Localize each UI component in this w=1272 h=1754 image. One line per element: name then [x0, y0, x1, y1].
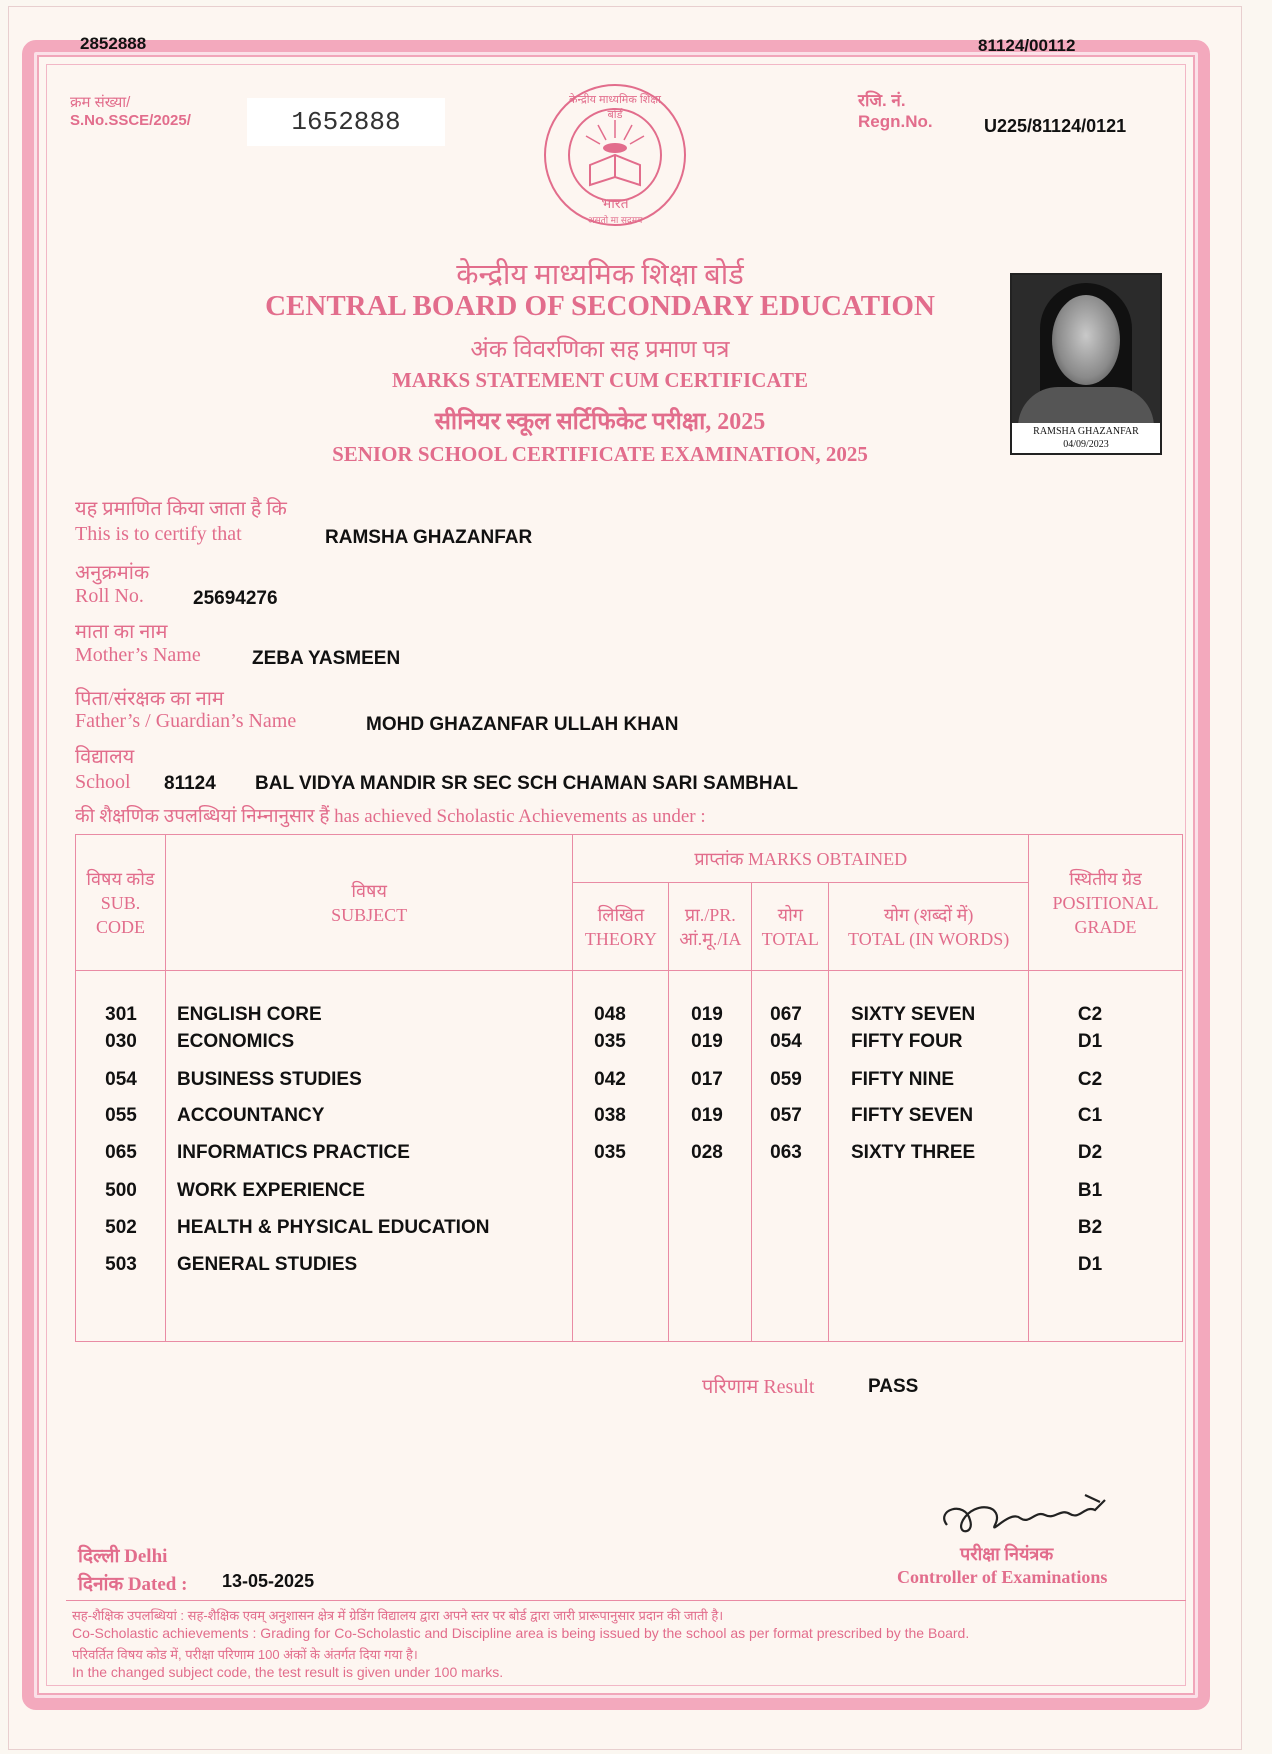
roll-label-hi: अनुक्रमांक [75, 562, 150, 584]
cell-total: 059 [770, 1069, 802, 1090]
emblem-ring-text: केन्द्रीय माध्यमिक शिक्षा बोर्ड [569, 94, 661, 121]
document-title-hindi: अंक विवरणिका सह प्रमाण पत्र [470, 337, 730, 363]
header-practical: प्रा./PR. आं.मू./IA [669, 883, 752, 971]
dated-label-hi: दिनांक [78, 1574, 124, 1595]
certify-label-hi: यह प्रमाणित किया जाता है कि [75, 498, 287, 520]
header-subject: विषय SUBJECT [165, 835, 572, 971]
document-title-english: MARKS STATEMENT CUM CERTIFICATE [391, 368, 808, 392]
top-right-number: 81124/00112 [978, 36, 1076, 55]
cell-code: 500 [105, 1180, 137, 1201]
cell-pr: 017 [691, 1069, 723, 1090]
cell-code: 301 [105, 1004, 137, 1025]
cell-grade: D1 [1077, 1254, 1103, 1275]
header-theory: लिखित THEORY [573, 883, 669, 971]
cell-grade: C2 [1077, 1069, 1103, 1090]
cell-grade: C1 [1077, 1105, 1103, 1126]
result-value: PASS [868, 1376, 919, 1397]
board-name-english: CENTRAL BOARD OF SECONDARY EDUCATION [265, 290, 935, 322]
footer-divider [66, 1600, 1186, 1601]
cell-grade: B2 [1077, 1217, 1103, 1238]
student-photo [1010, 273, 1162, 455]
controller-title-en: Controller of Examinations [897, 1567, 1108, 1587]
certify-label-en: This is to certify that [75, 523, 242, 545]
cell-pr: 019 [691, 1105, 723, 1126]
achieved-statement-hi: की शैक्षणिक उपलब्धियां निम्नानुसार हैं [75, 806, 330, 827]
top-left-number: 2852888 [80, 34, 147, 53]
achieved-statement-en: has achieved Scholastic Achievements as under : [334, 806, 706, 827]
cell-code: 503 [105, 1254, 137, 1275]
student-name: RAMSHA GHAZANFAR [325, 527, 533, 548]
regn-label-hi: रजि. नं. [858, 91, 906, 110]
dated-label [78, 1570, 187, 1596]
cell-total: 057 [770, 1105, 802, 1126]
cell-theory: 035 [594, 1142, 626, 1163]
controller-signature [935, 1480, 1135, 1550]
exam-title-english: SENIOR SCHOOL CERTIFICATE EXAMINATION, 2025 [332, 442, 868, 466]
cell-grade: D2 [1077, 1142, 1103, 1163]
cell-name: HEALTH & PHYSICAL EDUCATION [177, 1217, 490, 1238]
serial-label-hi: क्रम संख्या/ [70, 94, 131, 111]
cell-pr: 019 [691, 1031, 723, 1052]
header-sub-code: विषय कोड SUB. CODE [76, 835, 166, 971]
header-total-words: योग (शब्दों में) TOTAL (IN WORDS) [829, 883, 1029, 971]
result-label-hi: परिणाम [702, 1376, 759, 1398]
cell-total: 067 [770, 1004, 802, 1025]
mother-label-en: Mother’s Name [75, 644, 201, 666]
cell-name: WORK EXPERIENCE [177, 1180, 365, 1201]
father-label-hi: पिता/संरक्षक का नाम [75, 688, 224, 710]
cell-pr: 028 [691, 1142, 723, 1163]
cell-words: FIFTY NINE [851, 1069, 955, 1090]
place-en: Delhi [124, 1546, 168, 1567]
emblem-bottom-text: भारत [601, 195, 629, 211]
cell-pr: 019 [691, 1004, 723, 1025]
cell-grade: C2 [1077, 1004, 1103, 1025]
school-label-en: School [75, 771, 131, 793]
cell-total: 063 [770, 1142, 802, 1163]
cell-words: SIXTY SEVEN [851, 1004, 976, 1025]
note1-hi: सह-शैक्षिक उपलब्धियां : सह-शैक्षिक एवम् अनुशासन क्षेत्र में ग्रेडिंग विद्यालय द्वारा अपने स्तर पर बोर्ड द्वारा जारी प्रारूपानुसार प्रदान की जाती है। [72, 1608, 724, 1623]
roll-number: 25694276 [193, 588, 278, 609]
place-hi: दिल्ली [78, 1546, 120, 1567]
note1-en: Co-Scholastic achievements : Grading for Co-Scholastic and Discipline area is being issued by the school as per format prescribed by the Board. [72, 1625, 970, 1641]
controller-title-hi: परीक्षा नियंत्रक [960, 1544, 1054, 1564]
school-label-hi: विद्यालय [75, 746, 135, 768]
photo-caption-name: RAMSHA GHAZANFAR [1033, 426, 1139, 437]
school-name: BAL VIDYA MANDIR SR SEC SCH CHAMAN SARI SAMBHAL [255, 773, 798, 794]
cell-code: 030 [105, 1031, 137, 1052]
cell-theory: 048 [594, 1004, 626, 1025]
cell-theory: 035 [594, 1031, 626, 1052]
school-code: 81124 [164, 773, 216, 794]
cell-words: FIFTY FOUR [851, 1031, 963, 1052]
cell-words: SIXTY THREE [851, 1142, 976, 1163]
regn-number: U225/81124/0121 [984, 116, 1127, 136]
board-name-hindi: केन्द्रीय माध्यमिक शिक्षा बोर्ड [456, 259, 744, 291]
cell-total: 054 [770, 1031, 802, 1052]
cell-name: ENGLISH CORE [177, 1004, 322, 1025]
serial-label-en: S.No.SSCE/2025/ [70, 112, 191, 129]
father-label-en: Father’s / Guardian’s Name [75, 710, 297, 732]
emblem-motto: असतो मा सद्गमय [587, 215, 643, 225]
header-positional-grade: स्थितीय ग्रेड POSITIONAL GRADE [1029, 835, 1183, 971]
serial-number: 1652888 [247, 98, 445, 146]
cell-name: ECONOMICS [177, 1031, 295, 1052]
cell-code: 065 [105, 1142, 137, 1163]
cell-name: GENERAL STUDIES [177, 1254, 358, 1275]
achieved-statement [75, 802, 706, 828]
roll-label-en: Roll No. [75, 585, 144, 607]
cell-code: 054 [105, 1069, 137, 1090]
regn-label-en: Regn.No. [858, 112, 933, 131]
place [78, 1542, 167, 1568]
note2-hi: परिवर्तित विषय कोड में, परीक्षा परिणाम 100 अंकों के अंतर्गत दिया गया है। [72, 1647, 418, 1662]
issue-date: 13-05-2025 [222, 1571, 315, 1591]
header-total: योग TOTAL [752, 883, 829, 971]
mother-label-hi: माता का नाम [75, 621, 168, 643]
cell-words: FIFTY SEVEN [851, 1105, 974, 1126]
dated-label-en: Dated : [127, 1574, 188, 1595]
cell-theory: 042 [594, 1069, 626, 1090]
cell-grade: B1 [1077, 1180, 1103, 1201]
cell-code: 502 [105, 1217, 137, 1238]
cell-name: INFORMATICS PRACTICE [177, 1142, 410, 1163]
mother-name: ZEBA YASMEEN [252, 648, 401, 669]
cell-name: ACCOUNTANCY [177, 1105, 325, 1126]
note2-en: In the changed subject code, the test result is given under 100 marks. [72, 1664, 504, 1680]
cell-grade: D1 [1077, 1031, 1103, 1052]
father-name: MOHD GHAZANFAR ULLAH KHAN [366, 714, 679, 735]
result-label [702, 1372, 814, 1399]
result-label-en: Result [763, 1376, 815, 1398]
cell-code: 055 [105, 1105, 137, 1126]
cell-name: BUSINESS STUDIES [177, 1069, 362, 1090]
exam-title-hindi: सीनियर स्कूल सर्टिफिकेट परीक्षा, 2025 [434, 409, 766, 435]
header-marks-obtained: प्राप्तांक MARKS OBTAINED [573, 835, 1029, 883]
cell-theory: 038 [594, 1105, 626, 1126]
photo-caption-date: 04/09/2023 [1063, 439, 1109, 450]
